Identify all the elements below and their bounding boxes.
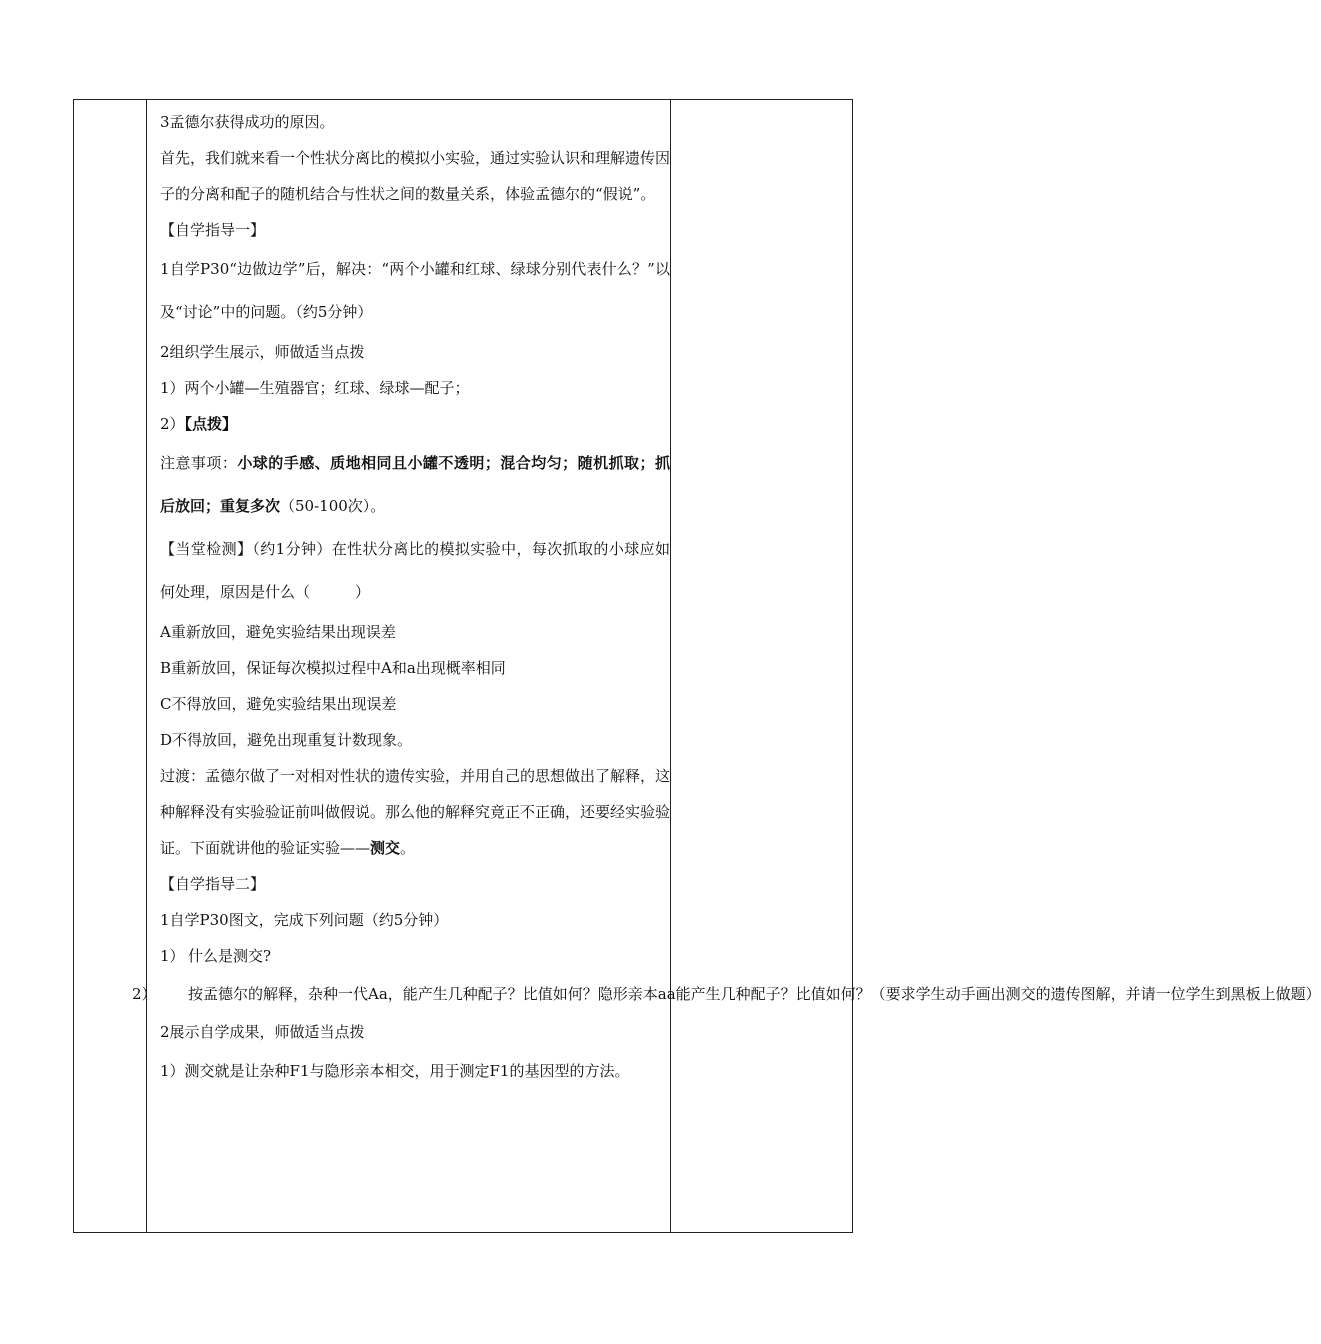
section-heading: 【自学指导一】 bbox=[160, 221, 266, 239]
section-heading: 【自学指导二】 bbox=[160, 875, 266, 893]
item-number: 1） bbox=[160, 947, 185, 965]
notes-count: （50-100次）。 bbox=[280, 497, 386, 515]
hint-label: 【点拨】 bbox=[184, 415, 238, 433]
question-item bbox=[132, 974, 1321, 1014]
column-divider-2 bbox=[670, 100, 671, 1232]
text-line: 1）两个小罐—生殖器官；红球、绿球—配子； bbox=[160, 379, 470, 397]
option-b: B重新放回，保证每次模拟过程中A和a出现概率相同 bbox=[160, 659, 506, 677]
column-divider-1 bbox=[146, 100, 147, 1232]
content-cell bbox=[132, 104, 1321, 1093]
notes-bold-text: 小球的手感、质地相同且小罐不透明；混合均匀；随机抓取；抓后放回；重复多次 bbox=[160, 454, 670, 515]
transition-text: 过渡：孟德尔做了一对相对性状的遗传实验，并用自己的思想做出了解释，这种解释没有实验验证前叫做假说。那么他的解释究竟正不正确，还要经实验验证。下面就讲他的验证实验—— bbox=[160, 767, 671, 857]
text-line: 2展示自学成果，师做适当点拨 bbox=[160, 1023, 365, 1041]
text-line: 2组织学生展示，师做适当点拨 bbox=[160, 343, 365, 361]
item-number: 2） bbox=[160, 415, 185, 433]
option-c: C不得放回，避免实验结果出现误差 bbox=[160, 695, 397, 713]
text-line bbox=[160, 406, 670, 442]
text-paragraph bbox=[160, 442, 670, 528]
text-paragraph: 1自学P30“边做边学”后，解决：“两个小罐和红球、绿球分别代表什么？”以及“讨论”中的问题。（约5分钟） bbox=[160, 260, 670, 321]
lesson-table bbox=[73, 99, 1321, 1233]
text-paragraph bbox=[160, 758, 670, 866]
text-paragraph: 首先，我们就来看一个性状分离比的模拟小实验，通过实验认识和理解遗传因子的分离和配子的随机结合与性状之间的数量关系，体验孟德尔的“假说”。 bbox=[160, 149, 671, 203]
quiz-question: （约1分钟）在性状分离比的模拟实验中，每次抓取的小球应如何处理，原因是什么（ ） bbox=[160, 540, 670, 601]
text-line: 3孟德尔获得成功的原因。 bbox=[160, 113, 335, 131]
text-line: 1自学P30图文，完成下列问题（约5分钟） bbox=[160, 911, 449, 929]
quiz-label: 【当堂检测】 bbox=[160, 540, 253, 558]
option-d: D不得放回，避免出现重复计数现象。 bbox=[160, 731, 413, 749]
testcross-term: 测交 bbox=[370, 839, 401, 857]
question-item bbox=[160, 938, 670, 974]
text-paragraph: 1）测交就是让杂种F1与隐形亲本相交，用于测定F1的基因型的方法。 bbox=[160, 1062, 630, 1080]
option-a: A重新放回，避免实验结果出现误差 bbox=[160, 623, 396, 641]
question-text: 按孟德尔的解释，杂种一代Aa，能产生几种配子？比值如何？隐形亲本aa能产生几种配子？比值如何？（要求学生动手画出测交的遗传图解，并请一位学生到黑板上做题） bbox=[188, 985, 1321, 1003]
question-text: 什么是测交? bbox=[188, 947, 272, 965]
item-number: 2） bbox=[132, 985, 157, 1003]
notes-label: 注意事项： bbox=[160, 454, 238, 472]
period: 。 bbox=[400, 839, 416, 857]
text-paragraph bbox=[160, 528, 670, 614]
